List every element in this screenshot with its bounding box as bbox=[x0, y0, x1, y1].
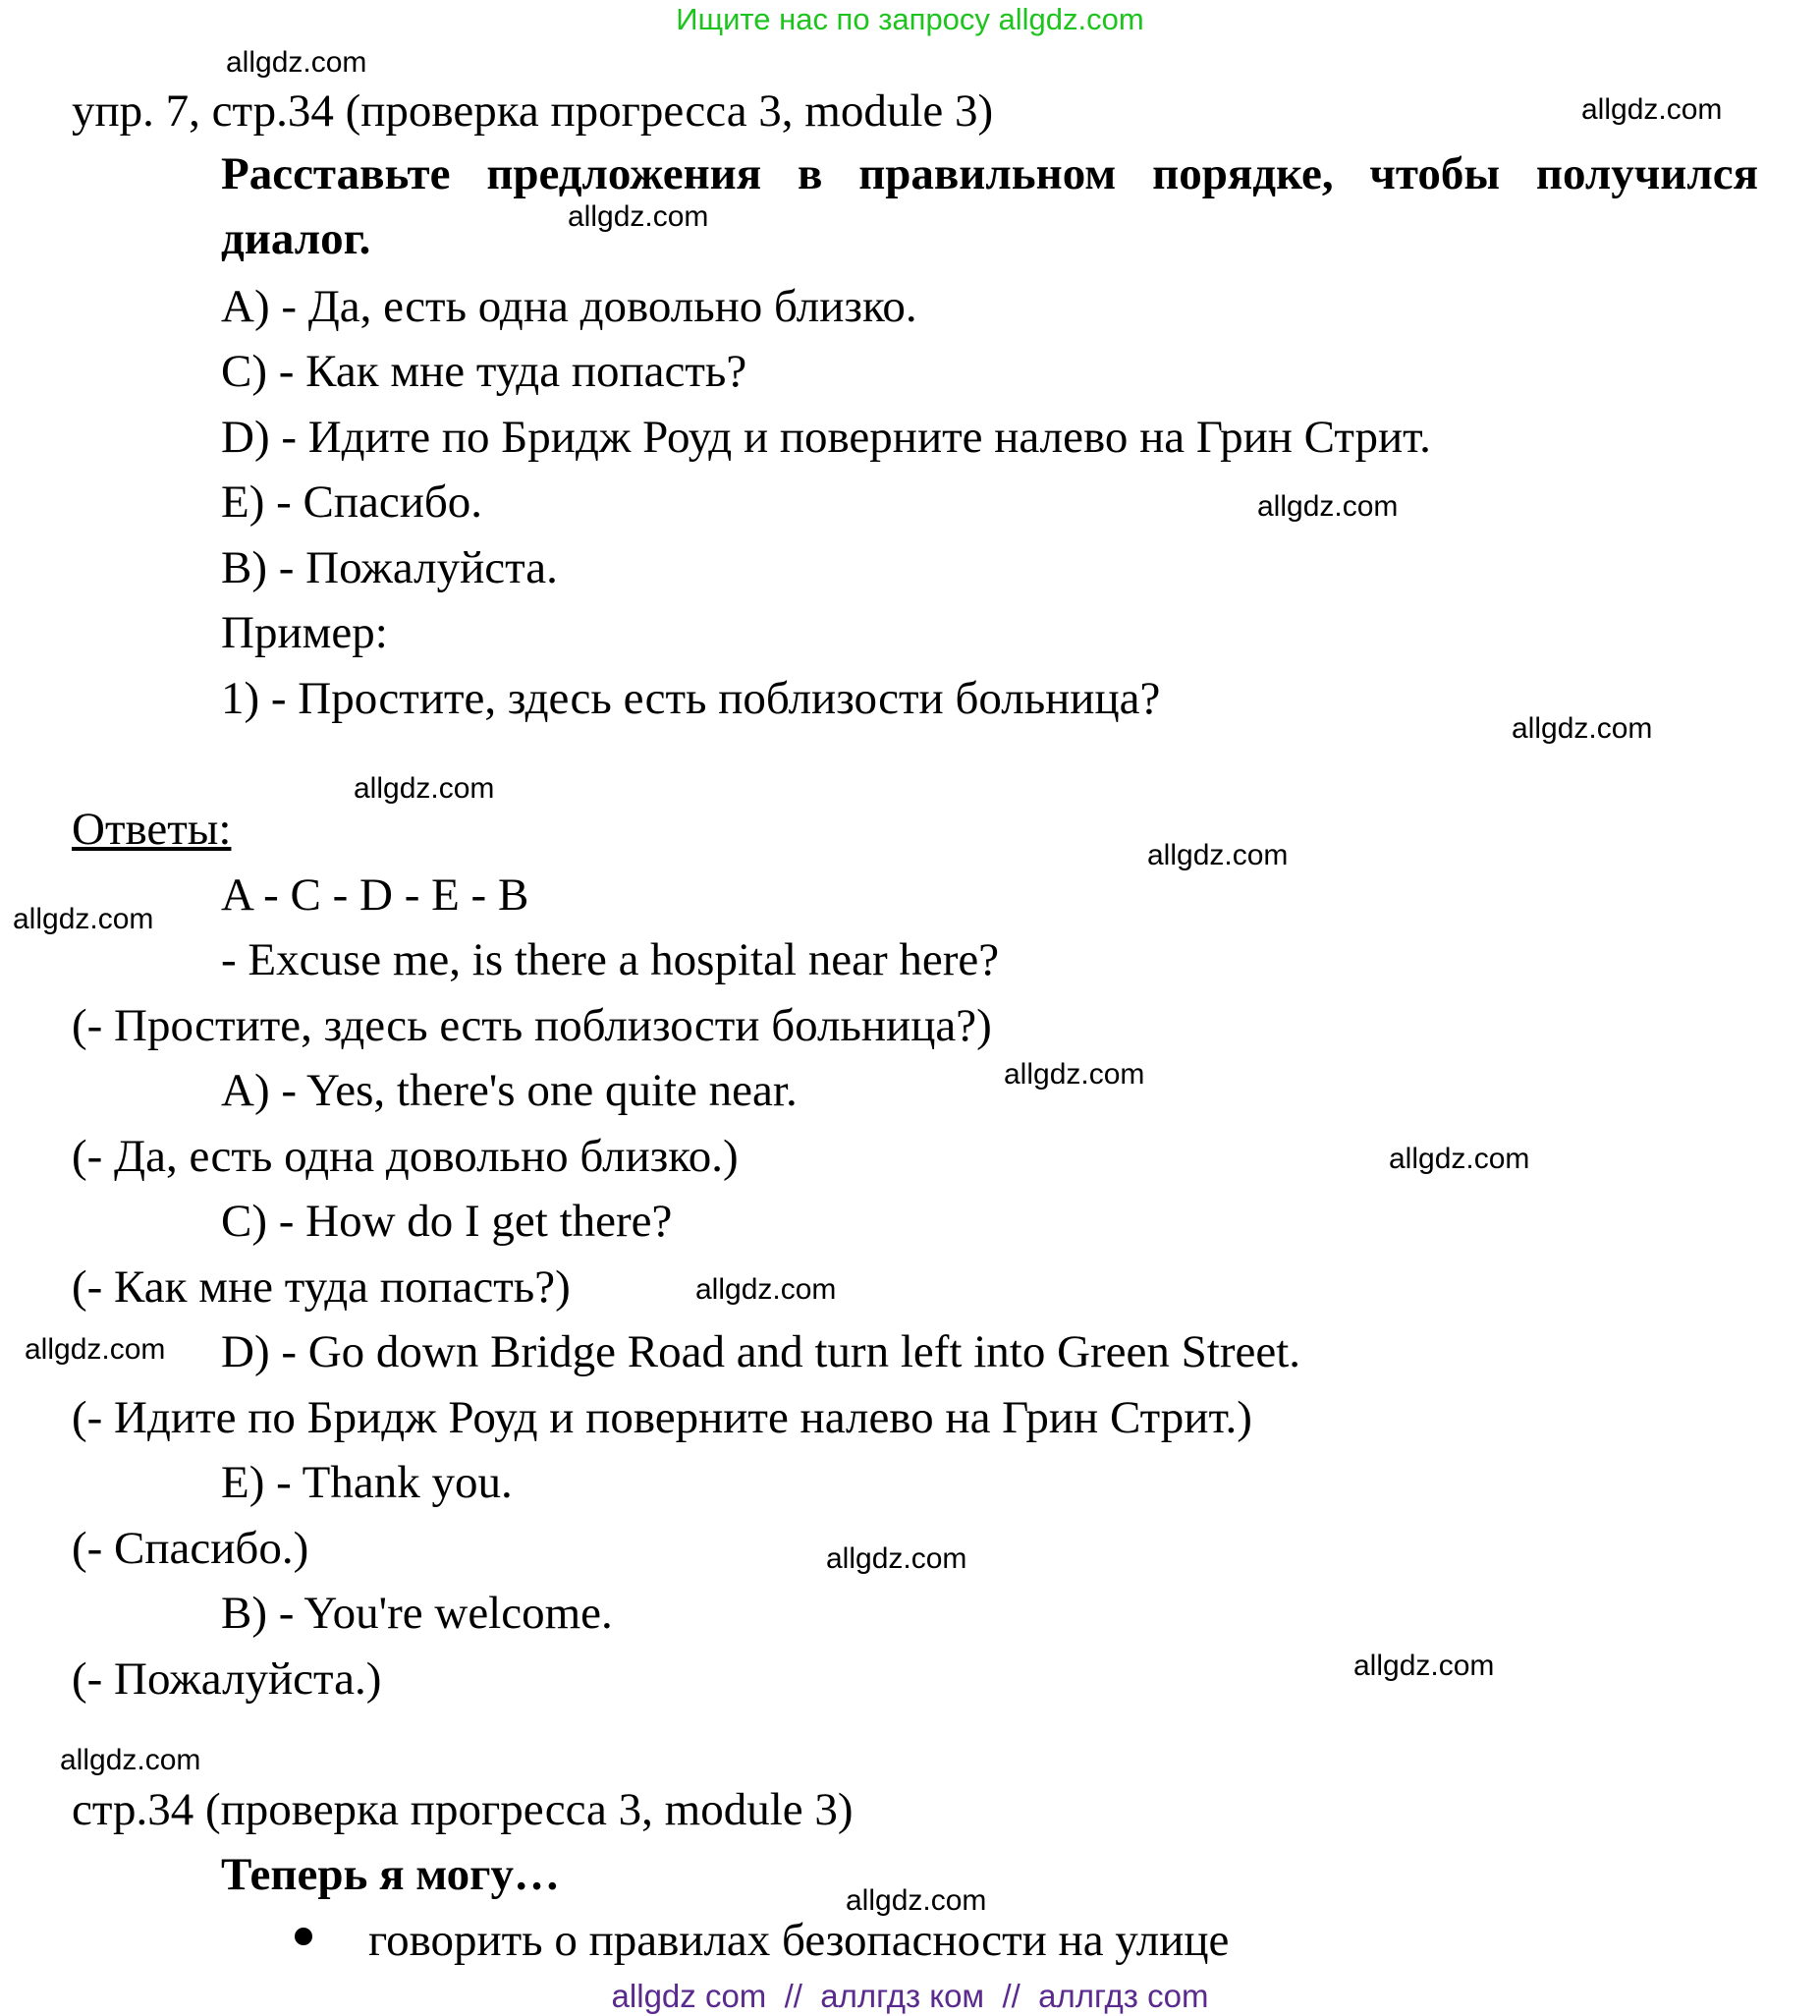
section2-header: стр.34 (проверка прогресса 3, module 3) bbox=[72, 1784, 854, 1835]
watermark: allgdz.com bbox=[354, 772, 495, 805]
footer-watermark: allgdz com // аллгдз ком // аллгдз com bbox=[611, 1978, 1209, 2014]
exercise-item: C) - Как мне туда попасть? bbox=[221, 346, 747, 397]
answer-translation: (- Идите по Бридж Роуд и поверните налево на Грин Стрит.) bbox=[72, 1392, 1252, 1443]
watermark: allgdz.com bbox=[60, 1744, 201, 1776]
watermark: allgdz.com bbox=[226, 46, 367, 79]
watermark: allgdz.com bbox=[568, 200, 709, 233]
answer-translation: (- Как мне туда попасть?) bbox=[72, 1261, 571, 1313]
watermark: allgdz.com bbox=[13, 903, 154, 935]
watermark: allgdz.com bbox=[846, 1884, 987, 1917]
exercise-item: A) - Да, есть одна довольно близко. bbox=[221, 281, 917, 332]
answers-label: Ответы: bbox=[72, 804, 232, 855]
watermark: allgdz.com bbox=[1353, 1650, 1495, 1682]
answers-order: A - C - D - E - B bbox=[221, 869, 529, 921]
answer-line: - Excuse me, is there a hospital near here? bbox=[221, 934, 1000, 985]
exercise-item: B) - Пожалуйста. bbox=[221, 542, 558, 593]
exercise-item: D) - Идите по Бридж Роуд и поверните налево на Грин Стрит. bbox=[221, 412, 1431, 463]
watermark: allgdz.com bbox=[695, 1273, 837, 1306]
watermark: allgdz.com bbox=[826, 1542, 967, 1575]
exercise-item: E) - Спасибо. bbox=[221, 476, 483, 528]
search-banner: Ищите нас по запросу allgdz.com bbox=[676, 2, 1144, 36]
section2-subheader: Теперь я могу… bbox=[221, 1849, 561, 1900]
example-line: 1) - Простите, здесь есть поблизости больница? bbox=[221, 673, 1161, 724]
example-label: Пример: bbox=[221, 607, 388, 658]
watermark: allgdz.com bbox=[1147, 839, 1289, 871]
watermark: allgdz.com bbox=[1004, 1058, 1145, 1091]
watermark: allgdz.com bbox=[25, 1333, 166, 1366]
watermark: allgdz.com bbox=[1389, 1143, 1530, 1175]
answer-translation: (- Простите, здесь есть поблизости больница?) bbox=[72, 1000, 992, 1051]
answer-translation: (- Спасибо.) bbox=[72, 1523, 309, 1574]
answer-line: A) - Yes, there's one quite near. bbox=[221, 1065, 798, 1116]
answer-translation: (- Да, есть одна довольно близко.) bbox=[72, 1131, 739, 1182]
section2-bullet: говорить о правилах безопасности на улице bbox=[368, 1915, 1230, 1966]
answer-line: E) - Thank you. bbox=[221, 1457, 513, 1508]
bullet-dot-icon bbox=[295, 1928, 312, 1945]
exercise-instruction: Расставьте предложения в правильном порядке, чтобы получился диалог. bbox=[221, 148, 1758, 264]
answer-line: D) - Go down Bridge Road and turn left into Green Street. bbox=[221, 1326, 1301, 1377]
watermark: allgdz.com bbox=[1581, 93, 1723, 126]
answer-translation: (- Пожалуйста.) bbox=[72, 1653, 382, 1705]
watermark: allgdz.com bbox=[1257, 490, 1399, 523]
answer-line: B) - You're welcome. bbox=[221, 1588, 613, 1639]
watermark: allgdz.com bbox=[1512, 712, 1653, 745]
answer-line: C) - How do I get there? bbox=[221, 1196, 673, 1247]
exercise-header: упр. 7, стр.34 (проверка прогресса 3, module 3) bbox=[72, 85, 994, 137]
